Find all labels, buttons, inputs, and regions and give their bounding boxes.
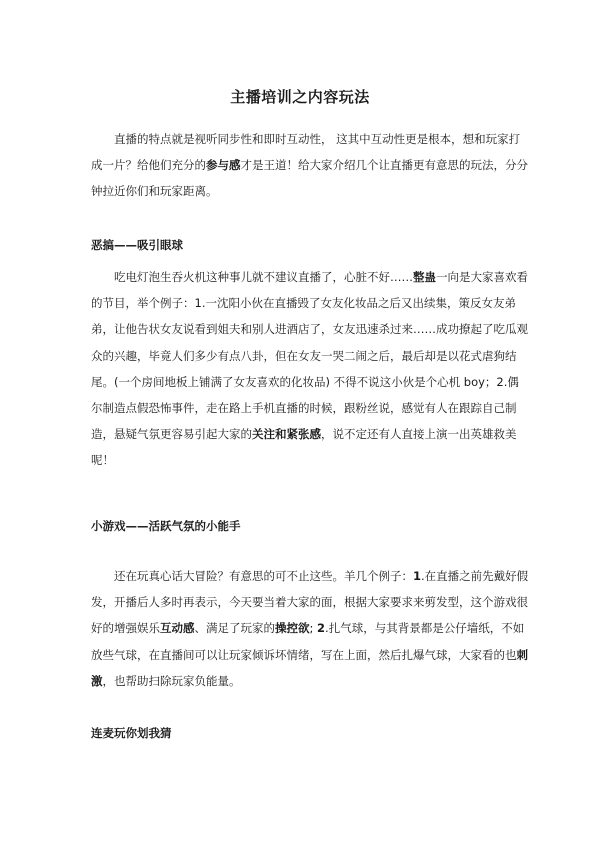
intro-bold-1: 参与感 <box>206 158 241 173</box>
prank-text-1: 吃电灯泡生吞火机这种事儿就不建议直播了，心脏不好…… <box>114 270 413 284</box>
games-bold-4: 2 <box>317 621 326 636</box>
prank-text-3: ，说不定还有人直接上演一出英雄救美呢！ <box>91 427 517 468</box>
prank-text-2: 一向是大家喜欢看的节目，举个例子：1.一沈阳小伙在直播毁了女友化妆品之后又出续集，策反女友弟弟，让他告状女友说看到姐夫和别人进酒店了，女友迅速杀过来……成功撩起了吃瓜观众的兴趣，毕竟人们多少有点八卦，但在女友一哭二闹之后，最后却是以花式虐狗结尾。(一个房间地板上铺满了女友喜欢的化妆品) 不得不说这小伙是个心机 boy；2.偶尔制造点假恐怖事件，走在路上手机直播的时候，跟粉丝说，感觉有人在跟踪自己制造，悬疑气氛更容易引起大家的 <box>91 270 528 442</box>
games-text-2: .在直播之前先戴好假发，开播后人多时再表示，今天要当着大家的面，根据大家要求来剪发型，这个游戏很好的增强娱乐 <box>91 569 529 636</box>
section-heading-games: 小游戏——活跃气氛的小能手 <box>91 519 241 533</box>
section-heading-draw-guess: 连麦玩你划我猜 <box>91 726 172 740</box>
section-prank-paragraph <box>91 264 529 474</box>
games-bold-2: 互动感 <box>160 621 195 636</box>
games-bold-5: 刺激 <box>91 647 528 688</box>
games-text-5: .扎气球，与其背景都是公仔墙纸，不如放些气球，在直播间可以让玩家倾诉坏情绪，写在上面，然后扎爆气球，大家看的也 <box>91 621 525 662</box>
intro-paragraph <box>91 126 529 205</box>
games-text-3: 、满足了玩家的 <box>194 621 275 636</box>
games-bold-1: 1 <box>413 569 422 583</box>
intro-text-2: 才是王道！给大家介绍几个让直播更有意思的玩法，分分钟拉近你们和玩家距离。 <box>91 158 528 199</box>
games-text-1: 还在玩真心话大冒险？有意思的可不止这些。羊几个例子： <box>114 569 413 583</box>
games-text-4: ; <box>309 621 318 636</box>
section-games-paragraph <box>91 563 529 694</box>
section-heading-prank: 恶搞——吸引眼球 <box>91 238 183 252</box>
document-title: 主播培训之内容玩法 <box>230 88 370 106</box>
prank-bold-1: 整蛊 <box>413 270 436 284</box>
prank-bold-2: 关注和紧张感 <box>252 427 321 442</box>
intro-text-1: 直播的特点就是视听同步性和即时互动性， 这其中互动性更是根本，想和玩家打成一片？给他们充分的 <box>91 132 521 173</box>
games-text-6: ，也帮助扫除玩家负能量。 <box>102 673 241 688</box>
games-bold-3: 操控欲 <box>275 621 310 636</box>
